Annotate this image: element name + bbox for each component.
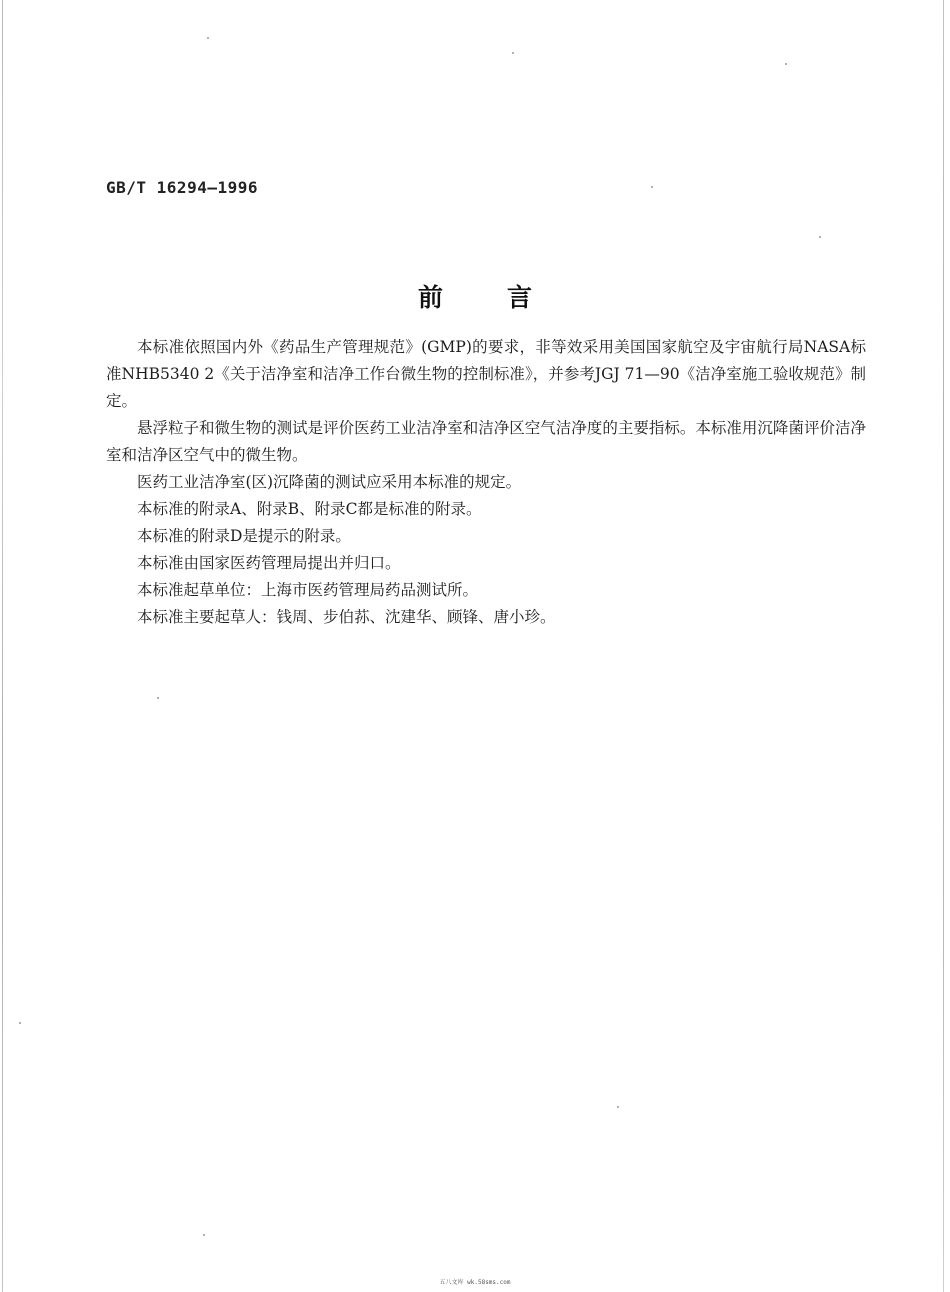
paragraph: 本标准的附录A、附录B、附录C都是标准的附录。 (137, 500, 482, 518)
footer-watermark: 五八文库 wk.58sms.com (439, 1279, 511, 1286)
page-title (0, 278, 950, 314)
paragraph: 本标准由国家医药管理局提出并归口。 (137, 554, 401, 572)
paragraph: 本标准主要起草人：钱周、步伯荪、沈建华、顾锋、唐小珍。 (137, 608, 556, 626)
scan-speck (19, 1022, 21, 1024)
scan-speck (785, 63, 787, 65)
standard-code: GB/T 16294—1996 (106, 178, 258, 197)
paragraph: 医药工业洁净室(区)沉降菌的测试应采用本标准的规定。 (137, 473, 522, 491)
scan-speck (819, 236, 821, 238)
foreword-body (106, 334, 866, 631)
scan-speck (207, 37, 209, 39)
paragraph: 本标准起草单位：上海市医药管理局药品测试所。 (137, 581, 479, 599)
scan-speck (203, 1234, 205, 1236)
title-char-1: 前 (417, 283, 443, 312)
scan-speck (157, 697, 159, 699)
paragraph: 悬浮粒子和微生物的测试是评价医药工业洁净室和洁净区空气洁净度的主要指标。本标准用沉降菌评价洁净室和洁净区空气中的微生物。 (106, 419, 866, 464)
title-char-2: 言 (507, 283, 533, 312)
scan-speck (651, 186, 653, 188)
paragraph: 本标准依照国内外《药品生产管理规范》(GMP)的要求，非等效采用美国国家航空及宇宙航行局NASA标准NHB5340 2《关于洁净室和洁净工作台微生物的控制标准》，并参考JGJ 71—90《洁净室施工验收规范》制定。 (106, 338, 866, 410)
scan-edge-left (2, 0, 3, 1292)
scan-edge-right (943, 0, 944, 1292)
scan-speck (617, 1106, 619, 1108)
paragraph: 本标准的附录D是提示的附录。 (137, 527, 351, 545)
scan-speck (512, 52, 514, 54)
